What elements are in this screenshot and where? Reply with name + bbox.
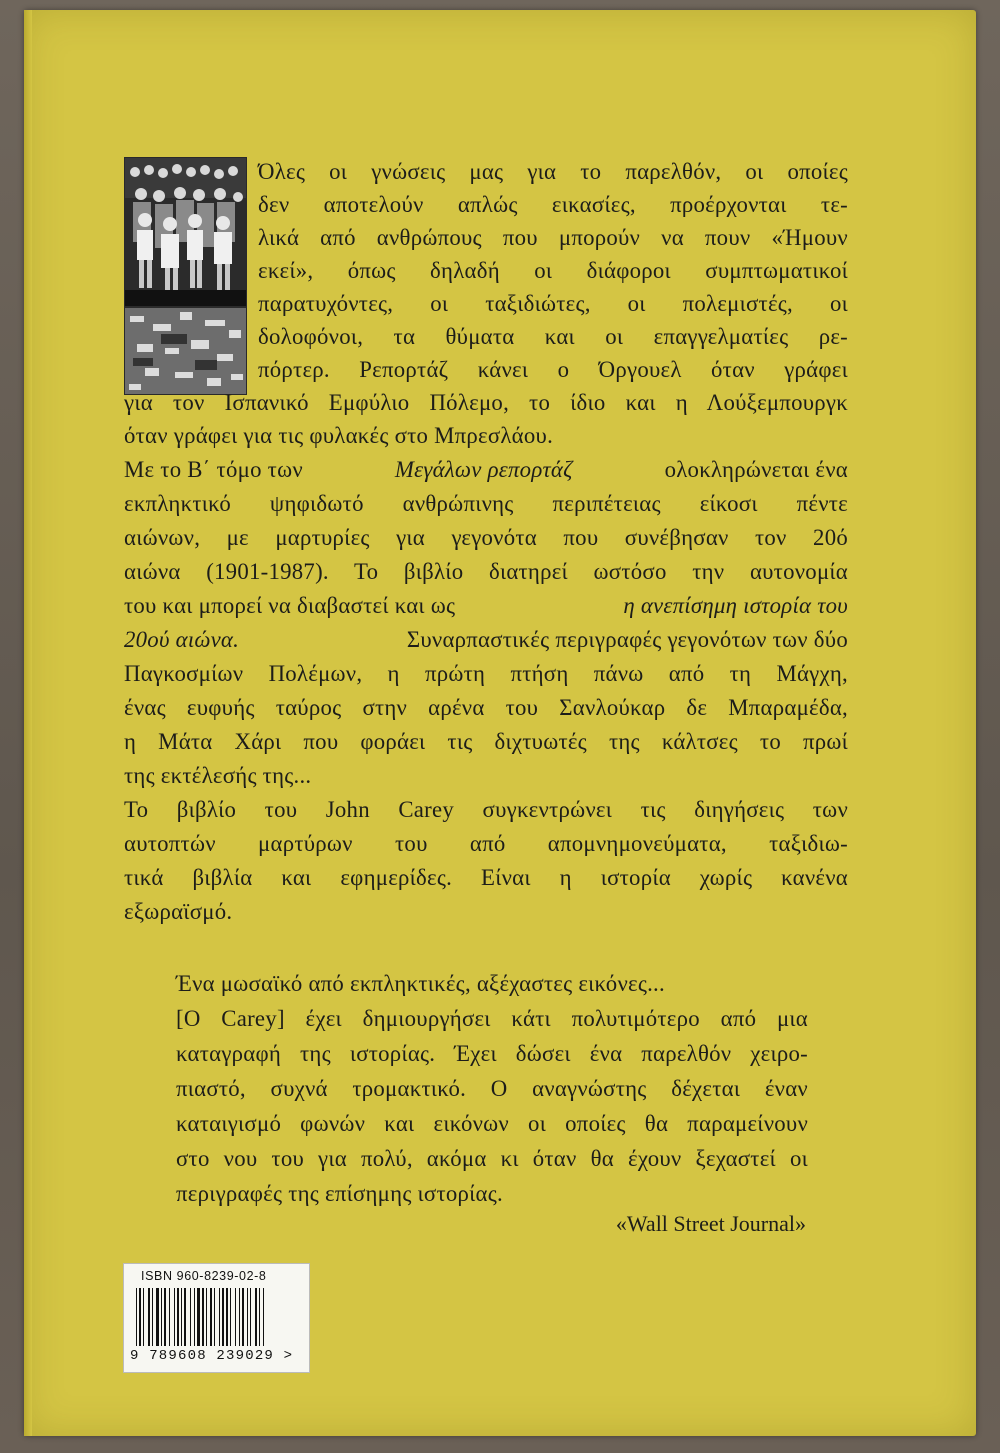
barcode-bars	[134, 1288, 298, 1346]
barcode-bar	[152, 1288, 153, 1346]
blurb-segment: του και μπορεί να διαβαστεί και ως	[124, 593, 456, 618]
blurb-line: αυτοπτών μαρτύρων του από απομνημονεύματα, ταξιδιω-	[124, 831, 848, 856]
blurb-line-mixed	[124, 455, 848, 485]
barcode-bar	[156, 1288, 159, 1346]
quote-line: στο νου του για πολύ, ακόμα κι όταν θα έχουν ξεχαστεί οι	[176, 1146, 808, 1171]
blurb-segment: ολοκληρώνεται ένα	[664, 457, 848, 482]
blurb-line: πόρτερ. Ρεπορτάζ κάνει ο Όργουελ όταν γράφει	[258, 357, 848, 382]
isbn-label: ISBN 960-8239-02-8	[141, 1269, 267, 1283]
blurb-line: εξωραϊσμό.	[124, 899, 233, 924]
barcode-bar	[148, 1288, 150, 1346]
blurb-line: Όλες οι γνώσεις μας για το παρελθόν, οι οποίες	[258, 159, 848, 184]
blurb-title-italic: Μεγάλων ρεπορτάζ	[394, 457, 573, 482]
barcode-bar	[222, 1288, 224, 1346]
barcode-bar	[247, 1288, 248, 1346]
blurb-italic: 20ού αιώνα.	[124, 627, 240, 652]
blurb-line: για τον Ισπανικό Εμφύλιο Πόλεμο, το ίδιο και η Λούξεμπουργκ	[124, 390, 848, 415]
blurb-line: παρατυχόντες, οι ταξιδιώτες, οι πολεμιστές, οι	[258, 291, 848, 316]
blurb-line: τικά βιβλία και εφημερίδες. Είναι η ιστορία χωρίς κανένα	[124, 865, 848, 890]
blurb-segment: Με το Β΄ τόμο των	[124, 457, 303, 482]
barcode-bar	[161, 1288, 162, 1346]
spine-edge	[24, 10, 32, 1436]
barcode-bar	[197, 1288, 200, 1346]
blurb-line: λικά από ανθρώπους που μπορούν να πουν «Ήμουν	[258, 225, 848, 250]
barcode-bar	[174, 1288, 175, 1346]
blurb-line: εκπληκτικό ψηφιδωτό ανθρώπινης περιπέτειας είκοσι πέντε	[124, 491, 848, 516]
barcode-bar	[214, 1288, 215, 1346]
blurb-line: Παγκοσμίων Πολέμων, η πρώτη πτήση πάνω από τη Μάγχη,	[124, 661, 848, 686]
barcode-bar	[181, 1288, 182, 1346]
barcode-bar	[136, 1288, 137, 1346]
blurb-line-mixed	[124, 591, 848, 621]
blurb-line: δεν αποτελούν απλώς εικασίες, προέρχονται τε-	[258, 192, 848, 217]
barcode-bar	[202, 1288, 204, 1346]
barcode-bar	[210, 1288, 212, 1346]
barcode-bar	[230, 1288, 231, 1346]
barcode-bar	[239, 1288, 240, 1346]
barcode-bar	[194, 1288, 195, 1346]
barcode-bar	[206, 1288, 207, 1346]
blurb-line: ένας ευφυής ταύρος στην αρένα του Σανλούκαρ δε Μπαραμέδα,	[124, 695, 848, 720]
quote-line: καταιγισμό φωνών και εικόνων οι οποίες θα παραμείνουν	[176, 1111, 808, 1136]
barcode-bar	[143, 1288, 144, 1346]
barcode-bar	[255, 1288, 257, 1346]
barcode-bar	[242, 1288, 244, 1346]
barcode-bar	[164, 1288, 166, 1346]
barcode-bar	[235, 1288, 236, 1346]
blurb-line: αιώνα (1901-1987). Το βιβλίο διατηρεί ωστόσο την αυτονομία	[124, 559, 848, 584]
blurb-segment: Συναρπαστικές περιγραφές γεγονότων των δύο	[406, 627, 848, 652]
blurb-line: της εκτέλεσής της...	[124, 763, 312, 788]
barcode-bar	[263, 1288, 264, 1346]
blurb-line: όταν γράφει για τις φυλακές στο Μπρεσλάου.	[124, 423, 554, 448]
barcode-bar	[226, 1288, 228, 1346]
quote-line: περιγραφές της επίσημης ιστορίας.	[176, 1181, 503, 1206]
quote-attribution: «Wall Street Journal»	[615, 1211, 806, 1236]
barcode-bar	[139, 1288, 141, 1346]
quote-line: καταγραφή της ιστορίας. Έχει δώσει ένα παρελθόν χειρο-	[176, 1041, 808, 1066]
blurb-line: Το βιβλίο του John Carey συγκεντρώνει τις διηγήσεις των	[124, 797, 848, 822]
blurb-line: δολοφόνοι, τα θύματα και οι επαγγελματίες ρε-	[258, 324, 848, 349]
barcode-bar	[184, 1288, 186, 1346]
isbn-barcode	[123, 1263, 310, 1373]
barcode-bar	[169, 1288, 170, 1346]
barcode-bar	[219, 1288, 220, 1346]
blurb-line: εκεί», όπως δηλαδή οι διάφοροι συμπτωματικοί	[258, 258, 848, 283]
quote-line: Ένα μωσαϊκό από εκπληκτικές, αξέχαστες εικόνες...	[176, 971, 665, 996]
quote-line: [Ο Carey] έχει δημιουργήσει κάτι πολυτιμότερο από μια	[176, 1006, 808, 1031]
blurb-italic: η ανεπίσημη ιστορία του	[623, 593, 848, 618]
barcode-bar	[190, 1288, 191, 1346]
barcode-bar	[177, 1288, 179, 1346]
blurb-line-mixed	[124, 625, 848, 655]
barcode-digits: 9 789608 239029 >	[130, 1348, 294, 1364]
blurb-line: αιώνων, με μαρτυρίες για γεγονότα που συνέβησαν τον 20ό	[124, 525, 848, 550]
barcode-bar	[259, 1288, 260, 1346]
blurb-line: η Μάτα Χάρι που φοράει τις διχτυωτές της κάλτσες το πρωί	[124, 729, 848, 754]
barcode-bar	[250, 1288, 251, 1346]
crowd-photo-icon	[124, 157, 247, 395]
quote-line: πιαστό, συχνά τρομακτικό. Ο αναγνώστης δέχεται έναν	[176, 1076, 808, 1101]
